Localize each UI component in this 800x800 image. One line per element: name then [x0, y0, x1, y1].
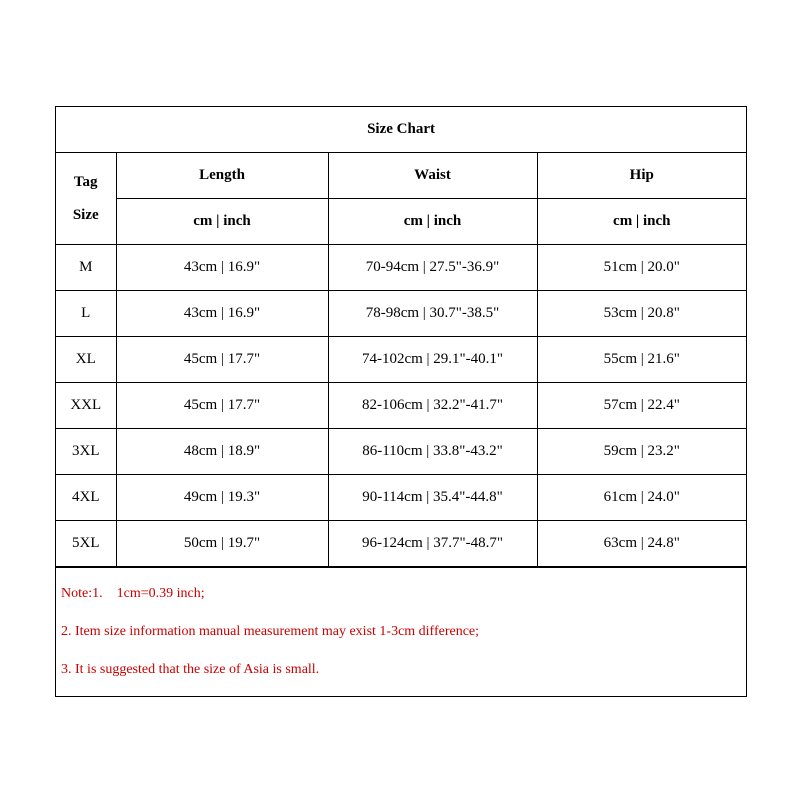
hip-cell: 55cm | 21.6" — [537, 337, 746, 383]
waist-cell: 90-114cm | 35.4"-44.8" — [328, 475, 537, 521]
notes-section — [56, 567, 746, 696]
size-cell: 5XL — [56, 521, 116, 567]
hip-cell: 51cm | 20.0" — [537, 245, 746, 291]
size-cell: 3XL — [56, 429, 116, 475]
table-row — [56, 521, 746, 567]
tag-header-line2: Size — [72, 206, 99, 223]
note-line: 2. Item size information manual measurement may exist 1-3cm difference; — [61, 624, 480, 639]
note-line: Note:1. 1cm=0.39 inch; — [61, 586, 205, 601]
size-cell: M — [56, 245, 116, 291]
tag-header-line1: Tag — [73, 173, 98, 190]
length-cell: 45cm | 17.7" — [116, 337, 328, 383]
size-table — [56, 107, 746, 567]
waist-header: Waist — [328, 153, 537, 199]
size-cell: 4XL — [56, 475, 116, 521]
hip-unit: cm | inch — [537, 199, 746, 245]
note-line: 3. It is suggested that the size of Asia is small. — [61, 662, 320, 677]
hip-cell: 53cm | 20.8" — [537, 291, 746, 337]
length-cell: 49cm | 19.3" — [116, 475, 328, 521]
hip-cell: 63cm | 24.8" — [537, 521, 746, 567]
hip-cell: 57cm | 22.4" — [537, 383, 746, 429]
table-row — [56, 475, 746, 521]
length-cell: 43cm | 16.9" — [116, 245, 328, 291]
length-header: Length — [116, 153, 328, 199]
tag-size-header — [56, 153, 116, 245]
length-cell: 48cm | 18.9" — [116, 429, 328, 475]
size-chart — [55, 106, 747, 697]
waist-cell: 86-110cm | 33.8"-43.2" — [328, 429, 537, 475]
waist-cell: 78-98cm | 30.7"-38.5" — [328, 291, 537, 337]
hip-cell: 59cm | 23.2" — [537, 429, 746, 475]
length-cell: 43cm | 16.9" — [116, 291, 328, 337]
table-row — [56, 337, 746, 383]
waist-unit: cm | inch — [328, 199, 537, 245]
waist-cell: 70-94cm | 27.5"-36.9" — [328, 245, 537, 291]
hip-cell: 61cm | 24.0" — [537, 475, 746, 521]
table-row — [56, 291, 746, 337]
chart-title: Size Chart — [56, 107, 746, 153]
waist-cell: 82-106cm | 32.2"-41.7" — [328, 383, 537, 429]
size-cell: XXL — [56, 383, 116, 429]
length-cell: 45cm | 17.7" — [116, 383, 328, 429]
length-unit: cm | inch — [116, 199, 328, 245]
size-cell: L — [56, 291, 116, 337]
hip-header: Hip — [537, 153, 746, 199]
waist-cell: 74-102cm | 29.1"-40.1" — [328, 337, 537, 383]
size-cell: XL — [56, 337, 116, 383]
table-row — [56, 245, 746, 291]
waist-cell: 96-124cm | 37.7"-48.7" — [328, 521, 537, 567]
length-cell: 50cm | 19.7" — [116, 521, 328, 567]
table-row — [56, 429, 746, 475]
table-row — [56, 383, 746, 429]
